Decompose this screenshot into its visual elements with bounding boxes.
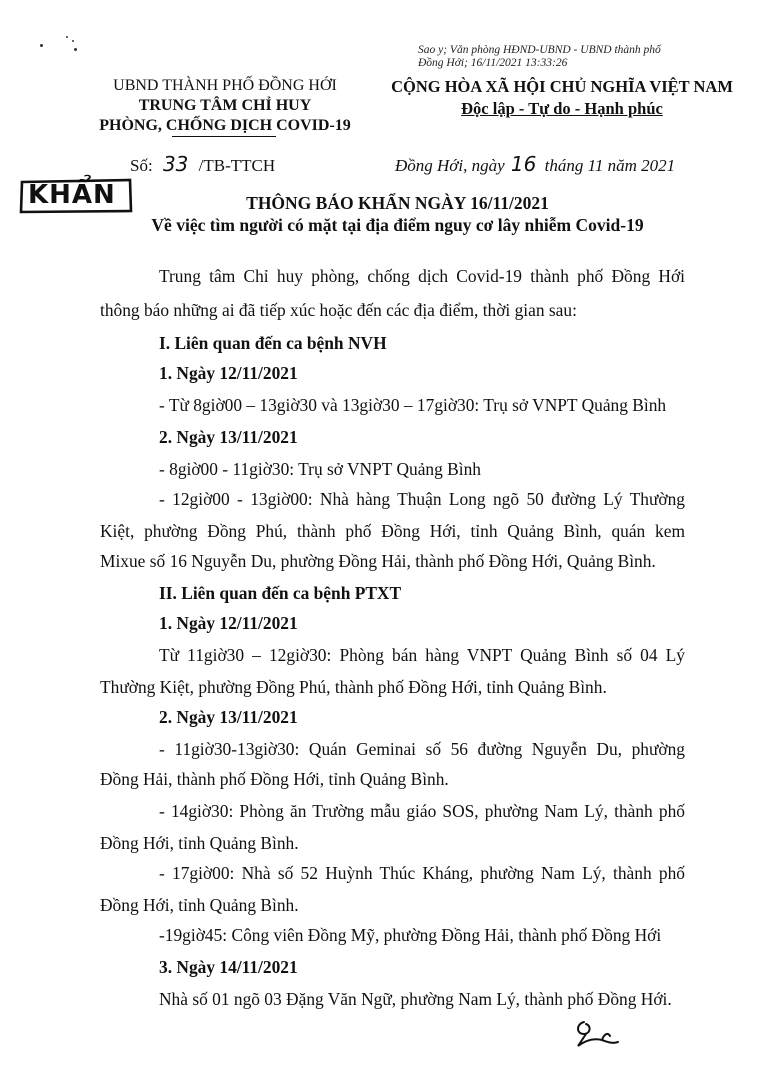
doc-number xyxy=(130,152,275,176)
place-date-day: 16 xyxy=(510,152,537,176)
section1-day2: 2. Ngày 13/11/2021 xyxy=(159,427,298,447)
section2-day1-item1-line1: Từ 11giờ30 – 12giờ30: Phòng bán hàng VNPT Quảng Bình số 04 Lý xyxy=(159,645,685,665)
issuer-line2: TRUNG TÂM CHỈ HUY xyxy=(138,97,312,114)
doc-number-prefix: Số: xyxy=(130,156,153,175)
notice-title: THÔNG BÁO KHẨN NGÀY 16/11/2021 xyxy=(246,193,549,213)
handwritten-initial xyxy=(572,1016,622,1052)
scan-speck xyxy=(72,40,74,42)
issuer-line3: PHÒNG, CHỐNG DỊCH COVID-19 xyxy=(99,117,351,134)
section1-heading: I. Liên quan đến ca bệnh NVH xyxy=(159,333,387,353)
section2-day2-item4: -19giờ45: Công viên Đồng Mỹ, phường Đồng Hải, thành phố Đồng Hới xyxy=(159,925,662,945)
scan-speck xyxy=(66,36,68,38)
section1-day2-item2-line2: Kiệt, phường Đồng Phú, thành phố Đồng Hới, tỉnh Quảng Bình, quán kem xyxy=(100,521,685,541)
section2-day2-item1-line1: - 11giờ30-13giờ30: Quán Geminai số 56 đường Nguyễn Du, phường xyxy=(159,739,685,759)
section2-day2-item3-line2: Đồng Hới, tỉnh Quảng Bình. xyxy=(100,895,299,915)
section2-day3: 3. Ngày 14/11/2021 xyxy=(159,957,298,977)
national-block xyxy=(372,76,752,120)
section2-day2: 2. Ngày 13/11/2021 xyxy=(159,707,298,727)
intro-line2: thông báo những ai đã tiếp xúc hoặc đến các địa điểm, thời gian sau: xyxy=(100,300,577,320)
national-motto: Độc lập - Tự do - Hạnh phúc xyxy=(461,99,663,118)
issuer-block xyxy=(85,76,365,136)
place-date-before: Đồng Hới, ngày xyxy=(395,156,505,175)
section1-day2-item2-line1: - 12giờ00 - 13giờ00: Nhà hàng Thuận Long ngõ 50 đường Lý Thường xyxy=(159,489,685,509)
issuer-line1: UBND THÀNH PHỐ ĐỒNG HỚI xyxy=(113,77,337,94)
section2-day2-item1-line2: Đồng Hải, thành phố Đồng Hới, tỉnh Quảng Bình. xyxy=(100,769,449,789)
doc-number-suffix: /TB-TTCH xyxy=(198,156,276,175)
section2-day1-item1-line2: Thường Kiệt, phường Đồng Phú, thành phố Đồng Hới, tỉnh Quảng Bình. xyxy=(100,677,607,697)
section1-day2-item2-line3: Mixue số 16 Nguyễn Du, phường Đồng Hải, thành phố Đồng Hới, Quảng Bình. xyxy=(100,551,656,571)
section2-day3-item1: Nhà số 01 ngõ 03 Đặng Văn Ngữ, phường Nam Lý, thành phố Đồng Hới. xyxy=(159,989,672,1009)
place-date xyxy=(395,152,675,176)
copy-note-line2: Đồng Hới; 16/11/2021 13:33:26 xyxy=(418,57,568,69)
section1-day1-item1: - Từ 8giờ00 – 13giờ30 và 13giờ30 – 17giờ30: Trụ sở VNPT Quảng Bình xyxy=(159,395,667,415)
copy-note xyxy=(418,44,661,70)
doc-number-value: 33 xyxy=(162,152,189,176)
section1-day2-item1: - 8giờ00 - 11giờ30: Trụ sở VNPT Quảng Bình xyxy=(159,459,481,479)
place-date-after: tháng 11 năm 2021 xyxy=(544,156,676,175)
section2-heading: II. Liên quan đến ca bệnh PTXT xyxy=(159,583,402,603)
section1-day1: 1. Ngày 12/11/2021 xyxy=(159,363,298,383)
section2-day2-item2-line2: Đồng Hới, tỉnh Quảng Bình. xyxy=(100,833,299,853)
section2-day1: 1. Ngày 12/11/2021 xyxy=(159,613,298,633)
issuer-underline xyxy=(172,136,276,137)
scan-speck xyxy=(74,48,77,51)
section2-day2-item3-line1: - 17giờ00: Nhà số 52 Huỳnh Thúc Kháng, phường Nam Lý, thành phố xyxy=(159,863,685,883)
copy-note-line1: Sao y; Văn phòng HĐND-UBND - UBND thành phố xyxy=(418,44,661,56)
section2-day2-item2-line1: - 14giờ30: Phòng ăn Trường mẫu giáo SOS, phường Nam Lý, thành phố xyxy=(159,801,685,821)
intro-line1: Trung tâm Chỉ huy phòng, chống dịch Covid-19 thành phố Đồng Hới xyxy=(159,266,685,286)
urgent-stamp: KHẨN xyxy=(28,180,116,210)
national-line1: CỘNG HÒA XÃ HỘI CHỦ NGHĨA VIỆT NAM xyxy=(391,77,733,96)
notice-subject: Về việc tìm người có mặt tại địa điểm nguy cơ lây nhiễm Covid-19 xyxy=(151,215,644,235)
scan-speck xyxy=(40,44,43,47)
